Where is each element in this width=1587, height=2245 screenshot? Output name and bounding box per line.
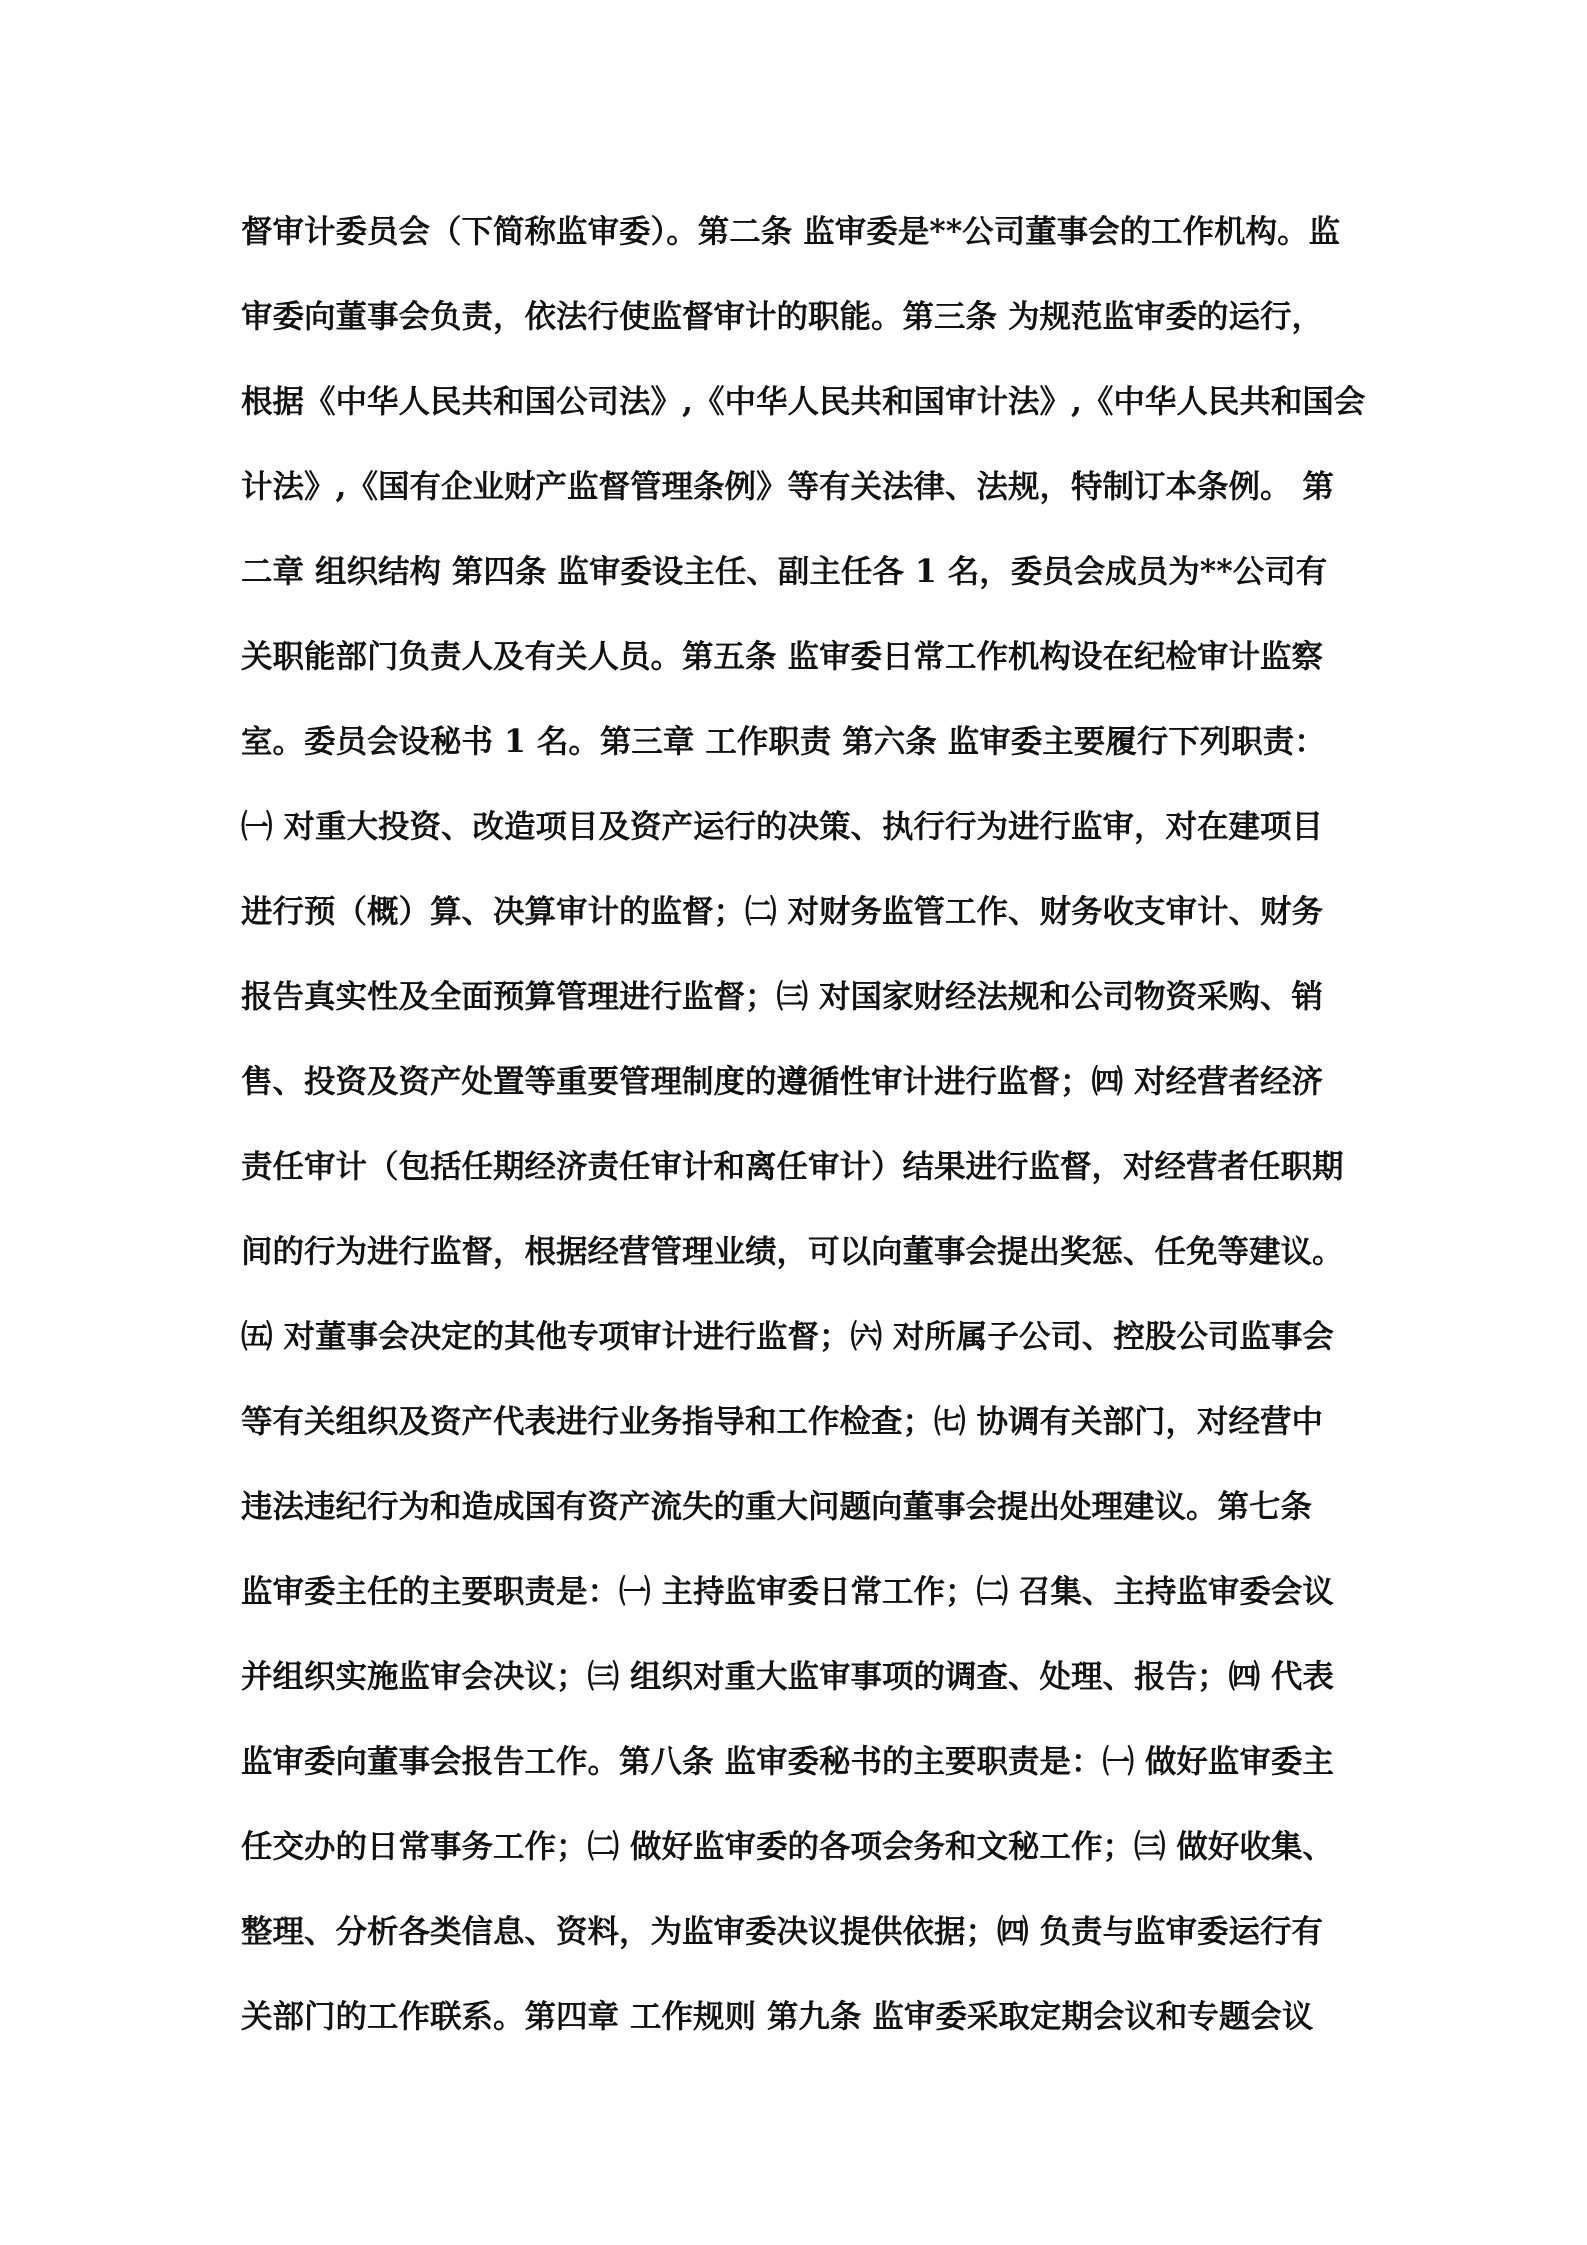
text-line: 督审计委员会（下简称监审委）。第二条 监审委是**公司董事会的工作机构。监	[241, 213, 1341, 250]
text-line: 审委向董事会负责，依法行使监督审计的职能。第三条 为规范监审委的运行，	[241, 298, 1323, 335]
body-text	[241, 205, 1366, 2075]
text-line: 间的行为进行监督，根据经营管理业绩，可以向董事会提出奖惩、任免等建议。	[241, 1233, 1344, 1270]
text-line: 监审委向董事会报告工作。第八条 监审委秘书的主要职责是：㈠ 做好监审委主	[241, 1743, 1334, 1780]
text-line: ㈤ 对董事会决定的其他专项审计进行监督；㈥ 对所属子公司、控股公司监事会	[241, 1318, 1334, 1355]
text-line: 并组织实施监审会决议；㈢ 组织对重大监审事项的调查、处理、报告；㈣ 代表	[241, 1658, 1334, 1695]
text-line: 违法违纪行为和造成国有资产流失的重大问题向董事会提出处理建议。第七条	[241, 1488, 1313, 1525]
text-line: 责任审计（包括任期经济责任审计和离任审计）结果进行监督，对经营者任职期	[241, 1148, 1344, 1185]
text-line: 进行预（概）算、决算审计的监督；㈡ 对财务监管工作、财务收支审计、财务	[241, 893, 1323, 930]
text-line: 计法》,《国有企业财产监督管理条例》等有关法律、法规，特制订本条例。 第	[241, 468, 1334, 505]
text-line: 关职能部门负责人及有关人员。第五条 监审委日常工作机构设在纪检审计监察	[241, 638, 1323, 675]
text-line: 等有关组织及资产代表进行业务指导和工作检查；㈦ 协调有关部门，对经营中	[241, 1403, 1323, 1440]
text-line: 室。委员会设秘书 1 名。第三章 工作职责 第六条 监审委主要履行下列职责：	[241, 723, 1326, 760]
text-line: 二章 组织结构 第四条 监审委设主任、副主任各 1 名，委员会成员为**公司有	[241, 553, 1328, 590]
text-line: 整理、分析各类信息、资料，为监审委决议提供依据；㈣ 负责与监审委运行有	[241, 1913, 1323, 1950]
text-line: 关部门的工作联系。第四章 工作规则 第九条 监审委采取定期会议和专题会议	[241, 1998, 1314, 2035]
text-line: ㈠ 对重大投资、改造项目及资产运行的决策、执行行为进行监审，对在建项目	[241, 808, 1323, 845]
text-line: 任交办的日常事务工作；㈡ 做好监审委的各项会务和文秘工作；㈢ 做好收集、	[241, 1828, 1334, 1865]
text-line: 售、投资及资产处置等重要管理制度的遵循性审计进行监督；㈣ 对经营者经济	[241, 1063, 1323, 1100]
text-line: 根据《中华人民共和国公司法》,《中华人民共和国审计法》,《中华人民共和国会	[241, 383, 1366, 420]
text-line: 报告真实性及全面预算管理进行监督；㈢ 对国家财经法规和公司物资采购、销	[241, 978, 1323, 1015]
text-line: 监审委主任的主要职责是：㈠ 主持监审委日常工作；㈡ 召集、主持监审委会议	[241, 1573, 1334, 1610]
